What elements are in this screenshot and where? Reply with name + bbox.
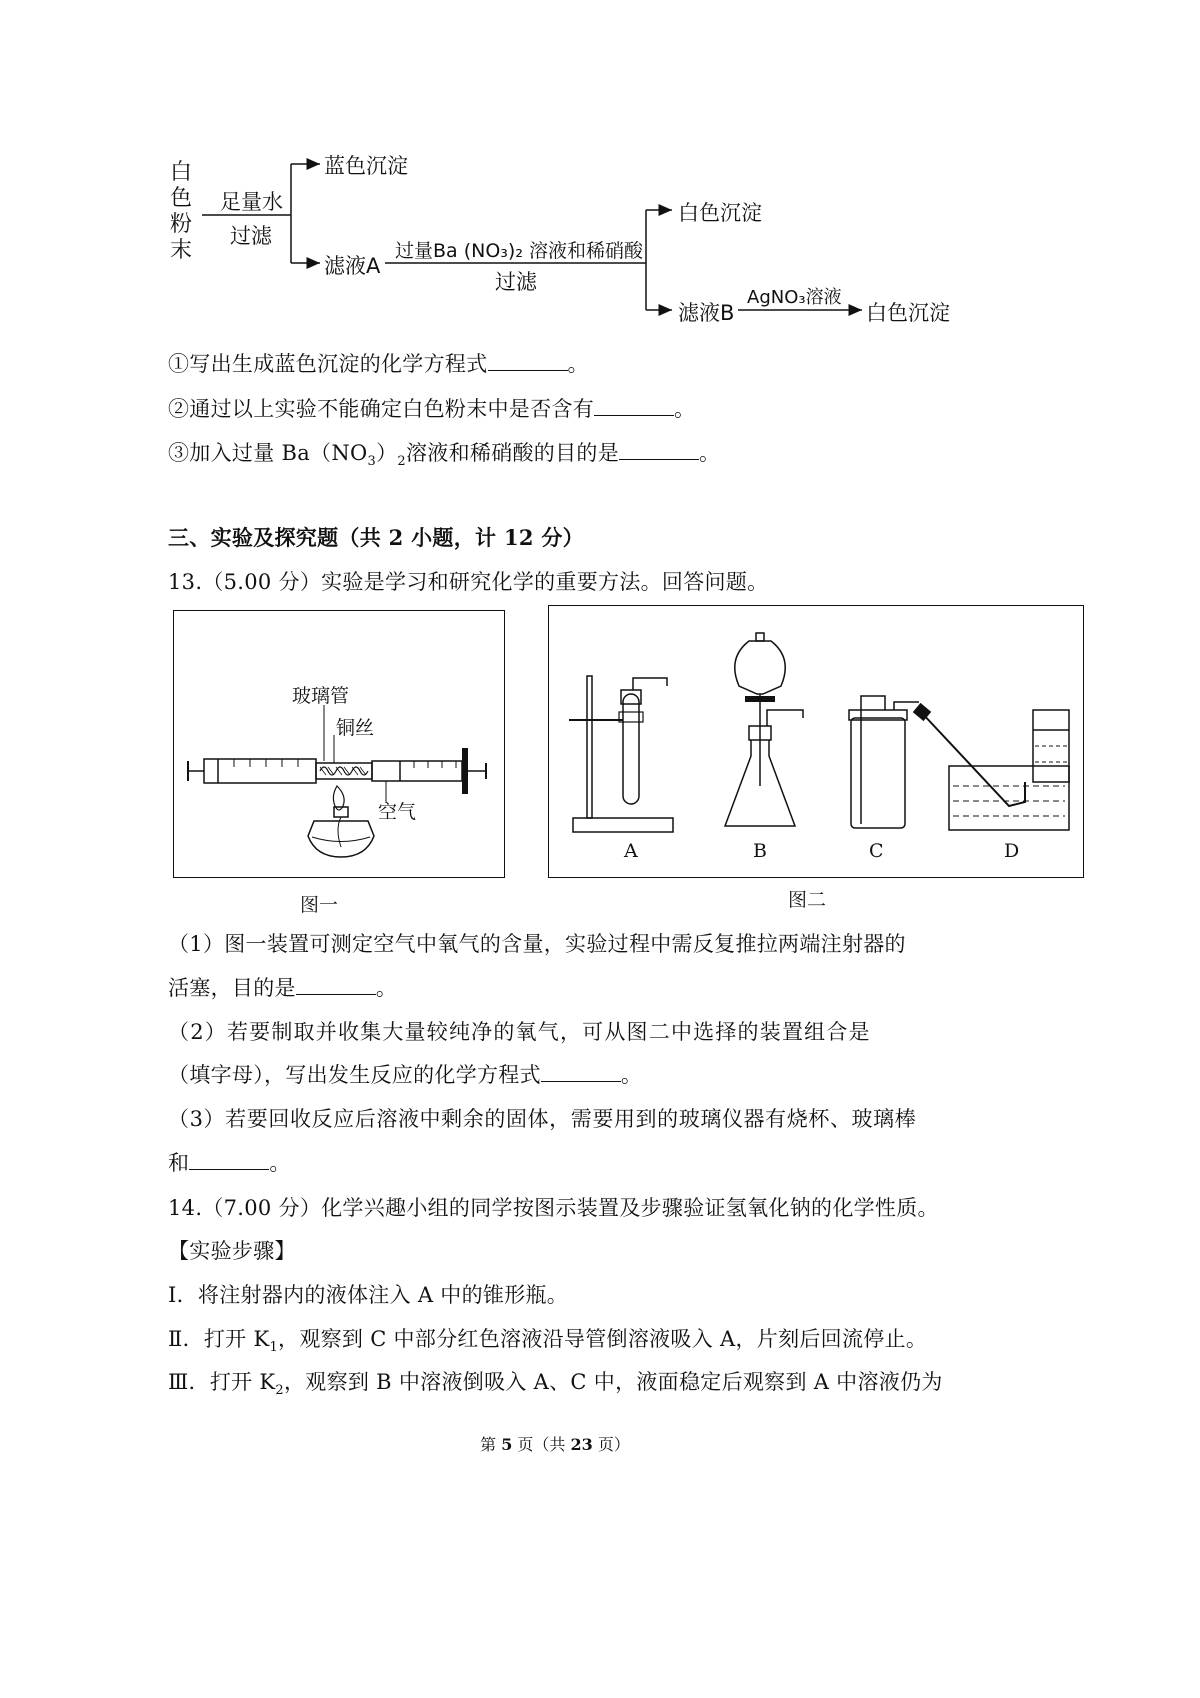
answer-blank[interactable] bbox=[594, 414, 674, 416]
flow-step1-op: 过滤 bbox=[230, 224, 272, 248]
flow-step3-reagent: AgNO₃溶液 bbox=[747, 287, 842, 308]
page-total: 23 bbox=[570, 1435, 593, 1454]
q13-part2-line2: （填字母），写出发生反应的化学方程式 。 bbox=[168, 1063, 643, 1087]
page-number: 5 bbox=[501, 1435, 513, 1454]
q14-step1: Ⅰ．将注射器内的液体注入 A 中的锥形瓶。 bbox=[168, 1283, 569, 1307]
copper-wire-label: 铜丝 bbox=[336, 717, 375, 739]
flow-blue-precipitate: 蓝色沉淀 bbox=[324, 154, 408, 178]
apparatus-d bbox=[913, 703, 1069, 830]
q14-stem: 14.（7.00 分）化学兴趣小组的同学按图示装置及步骤验证氢氧化钠的化学性质。 bbox=[168, 1196, 939, 1220]
q13-stem: 13.（5.00 分）实验是学习和研究化学的重要方法。回答问题。 bbox=[168, 570, 769, 594]
q14-step2: Ⅱ．打开 $K_1$，观察到 C 中部分红色溶液沿导管倒溶液吸入 A，片刻后回流停止。 bbox=[168, 1327, 928, 1356]
flowchart bbox=[150, 150, 1050, 350]
q13-part2-line1: （2）若要制取并收集大量较纯净的氧气，可从图二中选择的装置组合是 bbox=[168, 1020, 871, 1044]
apparatus-a-label: A bbox=[624, 840, 638, 862]
answer-blank[interactable] bbox=[189, 1168, 269, 1170]
apparatus-b bbox=[725, 633, 803, 826]
answer-blank[interactable] bbox=[541, 1080, 621, 1082]
apparatus-d-label: D bbox=[1004, 840, 1020, 862]
answer-blank[interactable] bbox=[619, 458, 699, 460]
syringe-apparatus bbox=[174, 611, 504, 877]
figure-two-caption: 图二 bbox=[788, 889, 827, 911]
page-footer: 第 5 页（共 23 页） bbox=[480, 1435, 630, 1454]
figure-two bbox=[548, 605, 1084, 878]
flow-filtrate-a: 滤液A bbox=[324, 254, 381, 278]
glass-tube-label: 玻璃管 bbox=[292, 685, 350, 707]
apparatus-c bbox=[849, 696, 919, 828]
flow-white-precipitate-2: 白色沉淀 bbox=[866, 301, 950, 325]
section-heading: 三、实验及探究题（共 2 小题，计 12 分） bbox=[168, 525, 584, 550]
q13-part1-line2: 活塞，目的是 。 bbox=[168, 976, 398, 1000]
flow-step2-reagent: 过量Ba (NO₃)₂ 溶液和稀硝酸 bbox=[395, 240, 643, 262]
answer-blank[interactable] bbox=[296, 993, 376, 995]
q14-step3: Ⅲ．打开 $K_2$，观察到 B 中溶液倒吸入 A、C 中，液面稳定后观察到 A 中溶液仍为 bbox=[168, 1370, 943, 1399]
q12-sub2: ②通过以上实验不能确定白色粉末中是否含有 。 bbox=[168, 397, 696, 421]
flow-start-label: 白色粉末 bbox=[169, 160, 192, 263]
q12-sub3: ③加入过量 $Ba(NO_3)_2$溶液和稀硝酸的目的是 。 bbox=[168, 441, 721, 470]
gas-apparatus bbox=[549, 606, 1083, 877]
q14-steps-title: 【实验步骤】 bbox=[168, 1239, 296, 1263]
air-label: 空气 bbox=[378, 801, 417, 823]
apparatus-c-label: C bbox=[869, 840, 884, 862]
q13-part3-line2: 和 。 bbox=[168, 1151, 291, 1175]
figure-one-caption: 图一 bbox=[300, 894, 339, 916]
apparatus-b-label: B bbox=[753, 840, 767, 862]
figure-one bbox=[173, 610, 505, 878]
answer-blank[interactable] bbox=[488, 369, 568, 371]
q13-part1-line1: （1）图一装置可测定空气中氧气的含量，实验过程中需反复推拉两端注射器的 bbox=[168, 932, 906, 956]
flow-filtrate-b: 滤液B bbox=[678, 301, 735, 325]
flow-white-precipitate-1: 白色沉淀 bbox=[678, 201, 762, 225]
q12-sub1: ①写出生成蓝色沉淀的化学方程式 。 bbox=[168, 352, 589, 376]
q13-part3-line1: （3）若要回收反应后溶液中剩余的固体，需要用到的玻璃仪器有烧杯、玻璃棒 bbox=[168, 1107, 917, 1131]
flow-step2-op: 过滤 bbox=[495, 270, 537, 294]
flow-step1-reagent: 足量水 bbox=[220, 190, 283, 214]
apparatus-a bbox=[569, 676, 673, 832]
